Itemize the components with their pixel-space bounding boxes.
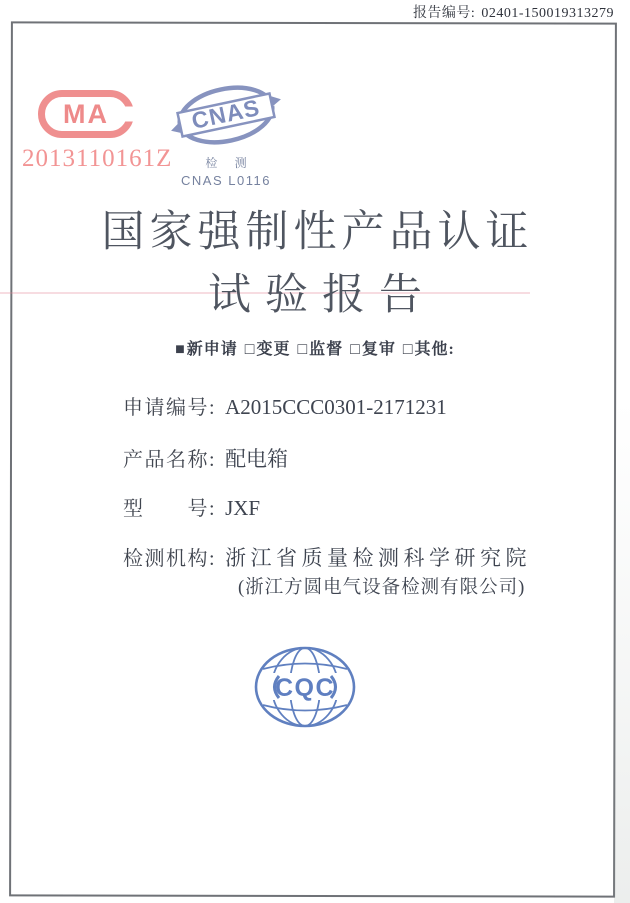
cma-logo-notch: [125, 107, 136, 122]
report-number-label: 报告编号:: [412, 6, 476, 21]
report-number-value: 02401-150019313279: [481, 6, 614, 21]
option-label: 变更: [256, 341, 291, 358]
cqc-logo-text: CQC: [274, 674, 336, 702]
option-change: [245, 336, 291, 359]
option-label: 新申请: [186, 341, 238, 358]
checkbox-empty-icon: □: [350, 341, 361, 358]
report-number: [413, 2, 614, 22]
title-line-2: 试验报告: [208, 272, 436, 320]
cnas-band-text: CNAS: [189, 94, 263, 134]
field-product-name: [123, 443, 288, 473]
option-label: 其他:: [414, 341, 455, 358]
document-title: [0, 209, 630, 320]
option-label: 监督: [309, 341, 344, 358]
field-value: JXF: [225, 496, 261, 520]
field-label: 申请编号:: [123, 397, 217, 419]
scan-shadow: [614, 400, 630, 903]
field-value: A2015CCC0301-2171231: [225, 395, 447, 419]
cnas-logo-icon: [168, 82, 284, 148]
title-line-1: 国家强制性产品认证: [101, 209, 534, 256]
checkbox-empty-icon: □: [402, 341, 414, 358]
option-other: [403, 336, 455, 359]
cnas-captions: [168, 154, 284, 188]
checkbox-checked-icon: ■: [175, 341, 186, 358]
cma-logo-text: MA: [63, 98, 109, 129]
field-application-number: [123, 391, 447, 420]
cnas-accreditation-number: CNAS L0116: [181, 173, 271, 188]
option-label: 复审: [361, 341, 396, 358]
field-label: 型 号:: [123, 498, 217, 520]
checkbox-empty-icon: □: [297, 341, 309, 358]
field-value: 浙江省质量检测科学研究院: [225, 546, 532, 570]
cqc-mark: [253, 645, 357, 736]
field-testing-institution: [123, 542, 531, 572]
testing-institution-alias: (浙江方圆电气设备检测有限公司): [238, 578, 526, 598]
checkbox-empty-icon: □: [244, 341, 256, 358]
option-review: [350, 336, 396, 359]
cma-logo-icon: [38, 90, 134, 138]
field-model: [123, 492, 260, 521]
option-new-application: [175, 336, 238, 359]
option-supervision: [297, 336, 343, 359]
cnas-caption-jiance: 检 测: [205, 156, 254, 170]
cqc-logo-icon: [253, 645, 357, 731]
application-type-row: [0, 336, 630, 359]
field-label: 检测机构:: [123, 548, 217, 570]
field-label: 产品名称:: [123, 449, 217, 471]
field-value: 配电箱: [225, 447, 289, 471]
cnas-mark: [168, 82, 284, 188]
cma-license-number: 2013110161Z: [22, 145, 173, 172]
cma-mark: [22, 90, 172, 173]
